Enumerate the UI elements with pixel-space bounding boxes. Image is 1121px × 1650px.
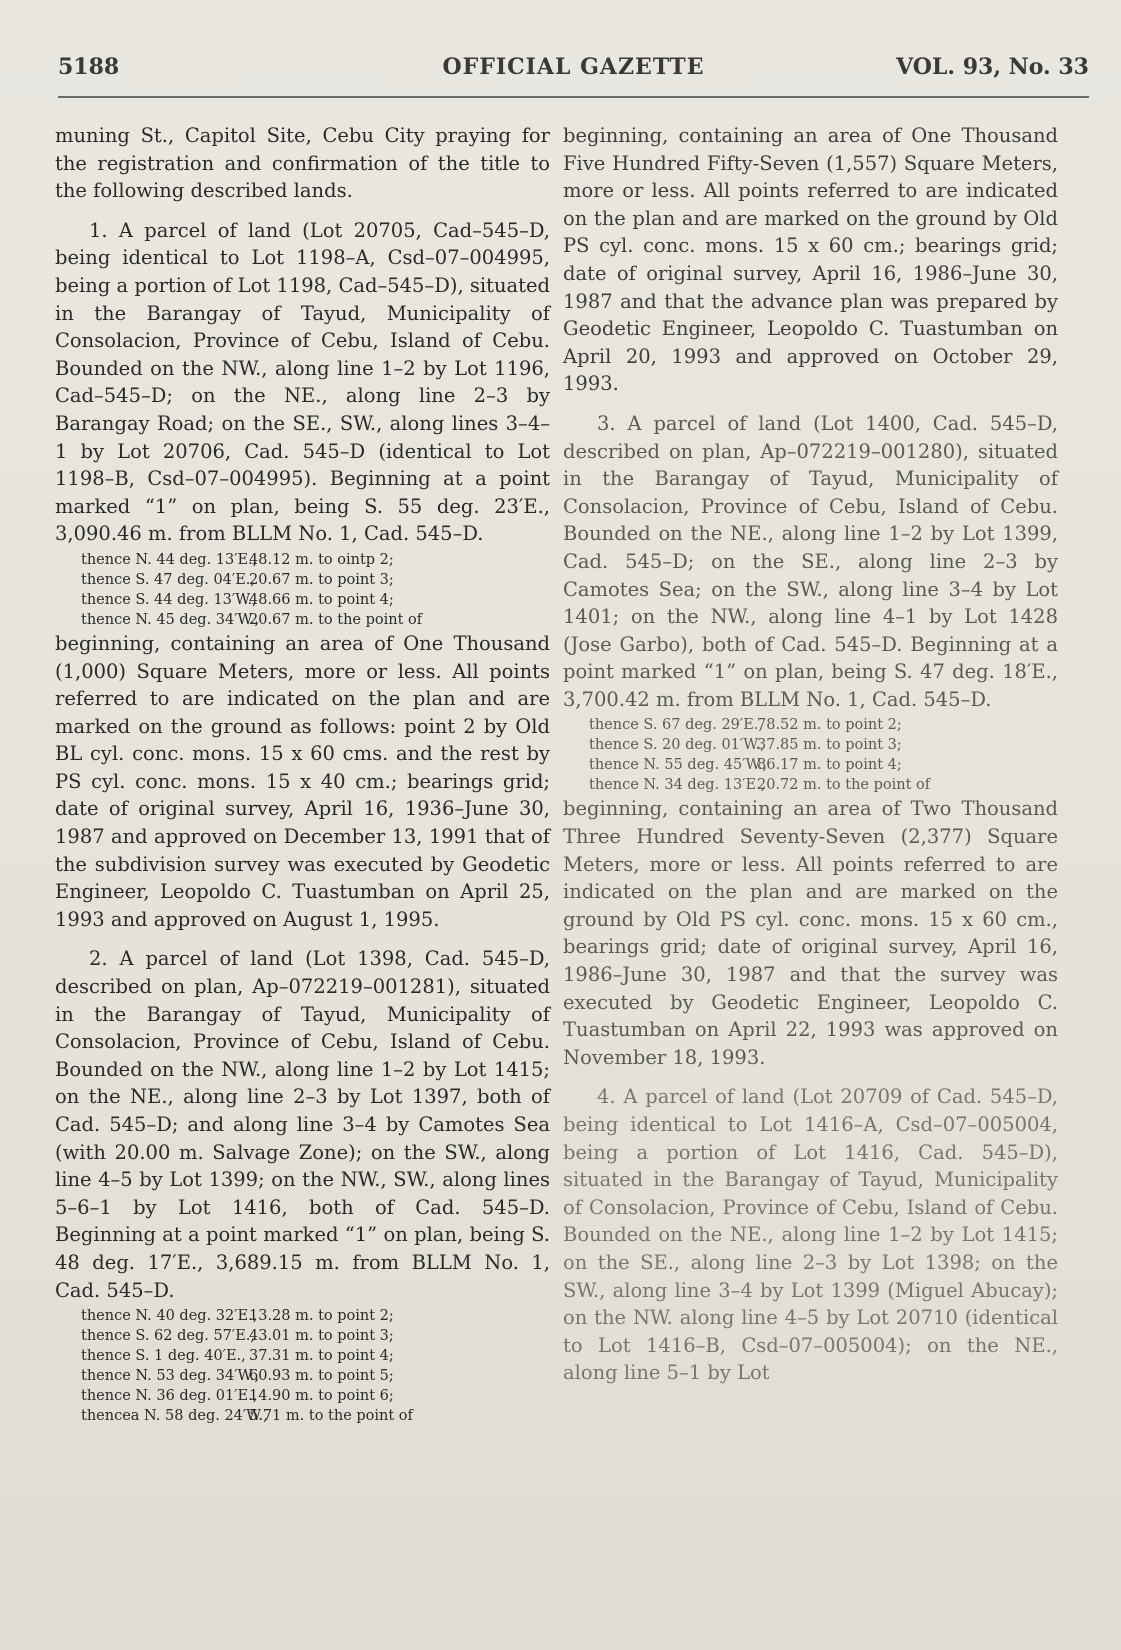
course-line: thence N. 34 deg. 13′E.,20.72 m. to the point of [589,777,931,794]
course-line: thence S. 1 deg. 40′E., 37.31 m. to point 4; [81,1348,394,1365]
parcel-1-closing: beginning, containing an area of One Thousand (1,000) Square Meters, more or less. All points referred to are indicated on the plan and are marked on the ground as follows: point 2 by Old BL cyl. conc. mons. 15 x 60 cms. and the rest by PS cyl. conc. mons. 15 x 40 cm.; bearings grid; date of original survey, April 16, 1936–June 30, 1987 and approved on December 13, 1991 that of the subdivision survey was executed by Geodetic Engineer, Leopoldo C. Tuastumban on April 25, 1993 and approved on August 1, 1995. [55,631,550,931]
course-line: thence N. 55 deg. 45′W.,86.17 m. to point 4; [589,757,902,774]
intro-paragraph: muning St., Capitol Site, Cebu City praying for the registration and confirmation of the title to the following described lands. [55,124,550,203]
parcel-2-description: 2. A parcel of land (Lot 1398, Cad. 545–D, described on plan, Ap–072219–001281), situated in the Barangay of Tayud, Municipality of Consolacion, Province of Cebu, Island of Cebu. Bounded on the NW., along line 1–2 by Lot 1415; on the NE., along line 2–3 by Lot 1397, both of Cad. 545–D; and along line 3–4 by Camotes Sea (with 20.00 m. Salvage Zone); on the SW., along line 4–5 by Lot 1399; on the NW., SW., along lines 5–6–1 by Lot 1416, both of Cad. 545–D. Beginning at a point marked “1” on plan, being S. 48 deg. 17′E., 3,689.15 m. from BLLM No. 1, Cad. 545–D. [55,947,550,1302]
header-rule [58,96,1089,98]
parcel-1-description: 1. A parcel of land (Lot 20705, Cad–545–D, being identical to Lot 1198–A, Csd–07–004995, being a portion of Lot 1198, Cad–545–D), situated in the Barangay of Tayud, Municipality of Consolacion, Province of Cebu, Island of Cebu. Bounded on the NW., along line 1–2 by Lot 1196, Cad–545–D; on the NE., along line 2–3 by Barangay Road; on the SE., SW., along lines 3–4–1 by Lot 20706, Cad. 545–D (identical to Lot 1198–B, Csd–07–004995). Beginning at a point marked “1” on plan, being S. 55 deg. 23′E., 3,090.46 m. from BLLM No. 1, Cad. 545–D. [55,218,550,546]
parcel-2-courses [81,1306,550,1426]
course-line: thence S. 44 deg. 13′W.,48.66 m. to point 4; [81,591,394,608]
right-column [563,122,1058,1387]
course-line: thencea N. 58 deg. 24′W.,5.71 m. to the point of [81,1408,413,1425]
parcel-2-closing: beginning, containing an area of One Thousand Five Hundred Fifty-Seven (1,557) Square Meters, more or less. All points referred to are indicated on the plan and are marked on the ground by Old PS cyl. conc. mons. 15 x 60 cm.; bearings grid; date of original survey, April 16, 1986–June 30, 1987 and that the advance plan was prepared by Geodetic Engineer, Leopoldo C. Tuastumban on April 20, 1993 and approved on October 29, 1993. [563,124,1058,396]
page-header [58,54,1089,94]
course-line: thence N. 36 deg. 01′E.,14.90 m. to point 6; [81,1388,394,1405]
left-column [55,122,550,1426]
parcel-3-courses [589,715,1058,795]
course-line: thence N. 45 deg. 34′W.,20.67 m. to the point of [81,611,423,628]
course-line: thence S. 20 deg. 01′W.,37.85 m. to point 3; [589,737,902,754]
publication-title: OFFICIAL GAZETTE [442,54,705,80]
parcel-3-description: 3. A parcel of land (Lot 1400, Cad. 545–D, described on plan, Ap–072219–001280), situated in the Barangay of Tayud, Municipality of Consolacion, Province of Cebu, Island of Cebu. Bounded on the NE., along line 1–2 by Lot 1399, Cad. 545–D; on the SE., along line 2–3 by Camotes Sea; on the SW., along line 3–4 by Lot 1401; on the NW., along line 4–1 by Lot 1428 (Jose Garbo), both of Cad. 545–D. Beginning at a point marked “1” on plan, being S. 47 deg. 18′E., 3,700.42 m. from BLLM No. 1, Cad. 545–D. [563,411,1058,711]
course-line: thence S. 67 deg. 29′E.,78.52 m. to point 2; [589,717,902,734]
course-line: thence N. 40 deg. 32′E.,13.28 m. to point 2; [81,1308,394,1325]
volume-issue: VOL. 93, No. 33 [896,54,1089,80]
parcel-3-closing: beginning, containing an area of Two Thousand Three Hundred Seventy-Seven (2,377) Square Meters, more or less. All points referred to are indicated on the plan and are marked on the ground by Old PS cyl. conc. mons. 15 x 60 cm., bearings grid; date of original survey, April 16, 1986–June 30, 1987 and that the survey was executed by Geodetic Engineer, Leopoldo C. Tuastumban on April 22, 1993 was approved on November 18, 1993. [563,797,1058,1069]
parcel-1-courses [81,550,550,630]
course-line: thence S. 62 deg. 57′E.,43.01 m. to point 3; [81,1328,394,1345]
parcel-4-description: 4. A parcel of land (Lot 20709 of Cad. 545–D, being identical to Lot 1416–A, Csd–07–005004, being a portion of Lot 1416, Cad. 545–D), situated in the Barangay of Tayud, Municipality of Consolacion, Province of Cebu, Island of Cebu. Bounded on the NE., along line 1–2 by Lot 1415; on the SE., along line 2–3 by Lot 1398; on the SW., along line 3–4 by Lot 1399 (Miguel Abucay); on the NW. along line 4–5 by Lot 20710 (identical to Lot 1416–B, Csd–07–005004); on the NE., along line 5–1 by Lot [563,1085,1058,1385]
course-line: thence N. 44 deg. 13′E.,48.12 m. to ointp 2; [81,551,394,568]
course-line: thence N. 53 deg. 34′W.,60.93 m. to point 5; [81,1368,394,1385]
page-number: 5188 [58,54,120,80]
course-line: thence S. 47 deg. 04′E.,20.67 m. to point 3; [81,571,394,588]
